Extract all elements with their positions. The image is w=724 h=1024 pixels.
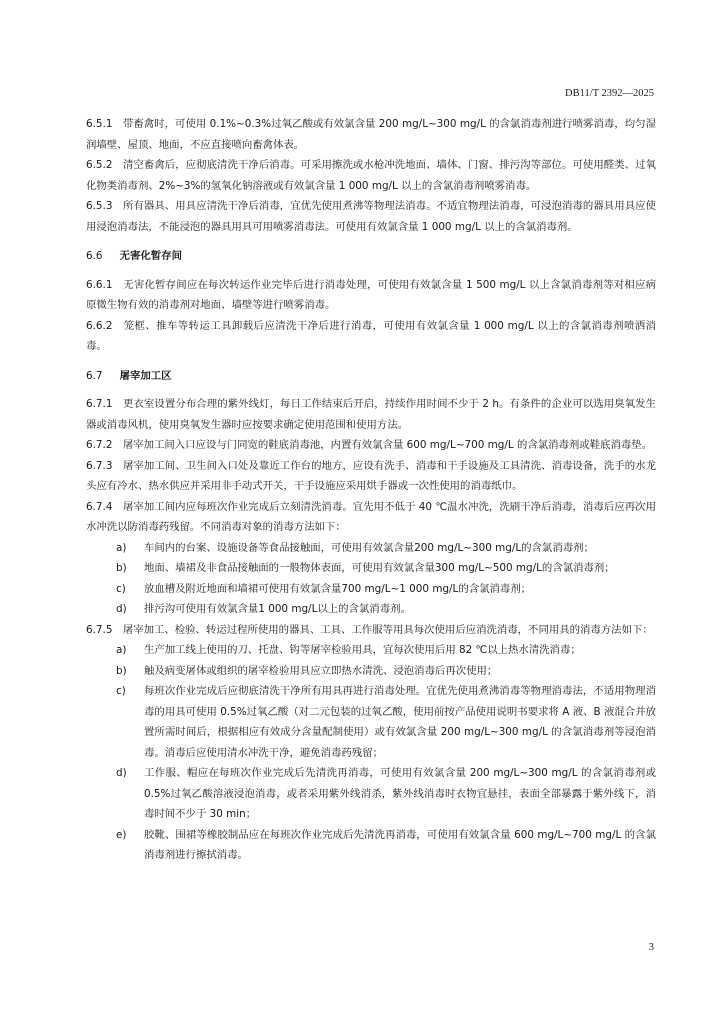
paragraph: 6.7.1 更衣室设置分布合理的紫外线灯，每日工作结束后开启，持续作用时间不少于 2 h。有条件的企业可以选用臭氧发生器或消毒风机，使用臭氧发生器时应按要求确定使用范围和使用方法。 [86,398,656,431]
section-title: 屠宰加工区 [119,369,172,382]
paragraph: 6.5.3 所有器具、用具应清洗干净后消毒，宜优先使用煮沸等物理法消毒。不适宜物理法消毒，可浸泡消毒的器具用具应使用浸泡消毒法，不能浸泡的器具用具可用喷雾消毒法。可使用有效氯含量 1 000 mg/L 以上的含氯消毒剂。 [86,200,656,233]
list-marker: a) [116,644,127,656]
list-marker: b) [116,562,127,574]
list-marker: e) [116,828,127,841]
list-item [114,763,656,825]
list-text: 工作服、帽应在每班次作业完成后先清洗再消毒，可使用有效氯含量 200 mg/L~300 mg/L 的含氯消毒剂或 0.5%过氧乙酸溶液浸泡消毒，或者采用紫外线消杀，紫外线消毒时衣物宜悬挂，表面全部暴露于紫外线下，消毒时间不少于 30 min； [144,767,656,820]
paragraph: 6.7.3 屠宰加工间、卫生间入口处及靠近工作台的地方，应设有洗手、消毒和干手设施及工具清洗、消毒设备，洗手的水龙头应有冷水、热水供应并采用非手动式开关，干手设施应采用烘手器或一次性使用的消毒纸巾。 [86,459,656,492]
list-item [114,538,656,559]
section-title: 无害化暂存间 [119,250,182,262]
standard-number: DB11/T 2392—2025 [565,88,654,99]
section-number: 6.6 [86,250,103,262]
list-item [114,599,656,620]
list-text: 地面、墙裙及非食品接触面的一般物体表面，可使用有效氯含量300 mg/L~500 mg/L的含氯消毒剂； [144,562,615,574]
list-text: 排污沟可使用有效氯含量1 000 mg/L以上的含氯消毒剂。 [144,603,411,615]
list-marker: c) [116,685,126,697]
list-6-7-4 [86,538,656,620]
list-marker: b) [116,664,127,677]
list-marker: d) [116,603,127,615]
page-number: 3 [648,942,654,953]
list-text: 胶靴、围裙等橡胶制品应在每班次作业完成后先清洗再消毒，可使用有效氯含量 600 mg/L~700 mg/L 的含氯消毒剂进行擦拭消毒。 [144,828,656,861]
section-number: 6.7 [86,369,103,382]
list-item [114,681,656,763]
list-text: 车间内的台案、设施设备等食品接触面，可使用有效氯含量200 mg/L~300 mg/L的含氯消毒剂； [144,541,594,554]
section-6-6-paragraphs [86,275,656,357]
paragraph: 6.7.4 屠宰加工间内应每班次作业完成后立刻清洗消毒。宜先用不低于 40 ℃温水冲洗，洗刷干净后消毒，消毒后应再次用水冲洗以防消毒药残留。不同消毒对象的消毒方法如下： [86,500,656,533]
list-item [114,558,656,579]
paragraph: 6.5.2 清空畜禽后，应彻底清洗干净后消毒。可采用擦洗或水枪冲洗地面、墙体、门窗、排污沟等部位。可使用醛类、过氧化物类消毒剂、2%~3%的氢氧化钠溶液或有效氯含量 1 000 mg/L 以上的含氯消毒剂喷雾消毒。 [86,159,656,192]
list-text: 每班次作业完成后应彻底清洗干净所有用具再进行消毒处理。宜优先使用煮沸消毒等物理消毒法，不适用物理消毒的用具可使用 0.5%过氧乙酸（对二元包装的过氧乙酸，使用前按产品使用说明书要求将 A 液、B 液混合并放置所需时间后，根据相应有效成分含量配制使用）或有效氯含量 200 mg/L~300 mg/L 的含氯消毒剂等浸泡消毒。消毒后应使用清水冲洗干净，避免消毒药残留； [144,685,656,759]
list-item [114,640,656,661]
document-body [86,114,656,866]
paragraph-6-7-5: 6.7.5 屠宰加工、检验、转运过程所使用的器具、工具、工作服等用具每次使用后应消洗消毒，不同用具的消毒方法如下： [86,623,653,636]
list-marker: d) [116,767,127,779]
list-marker: c) [116,582,126,595]
list-marker: a) [116,541,127,554]
list-text: 放血槽及附近地面和墙裙可使用有效氯含量700 mg/L~1 000 mg/L的含氯消毒剂； [144,582,532,595]
list-item [114,825,656,866]
paragraph: 6.5.1 带畜禽时，可使用 0.1%~0.3%过氧乙酸或有效氯含量 200 mg/L~300 mg/L 的含氯消毒剂进行喷雾消毒，均匀湿润墙壁、屋顶、地面，不应直接喷向畜禽体表。 [86,118,656,151]
list-item [114,579,656,600]
section-heading-6-7 [86,366,656,387]
list-text: 生产加工线上使用的刀、托盘、钩等屠宰检验用具，宜每次使用后用 82 ℃以上热水清洗消毒； [144,644,581,656]
paragraph: 6.7.2 屠宰加工间入口应设与门同宽的鞋底消毒池，内置有效氯含量 600 mg/L~700 mg/L 的含氯消毒剂或鞋底消毒垫。 [86,439,653,451]
list-6-7-5 [86,640,656,866]
section-heading-6-6 [86,246,656,267]
list-item [114,661,656,682]
section-6-7-paragraphs [86,394,656,538]
paragraph: 6.6.1 无害化暂存间应在每次转运作业完毕后进行消毒处理，可使用有效氯含量 1 500 mg/L 以上含氯消毒剂等对相应病原微生物有效的消毒剂对地面、墙壁等进行喷雾消毒。 [86,278,656,311]
paragraph: 6.6.2 笼框、推车等转运工具卸载后应清洗干净后进行消毒，可使用有效氯含量 1 000 mg/L 以上的含氯消毒剂喷洒消毒。 [86,319,656,352]
section-6-5-paragraphs [86,114,656,237]
list-text: 触及病变屠体或组织的屠宰检验用具应立即热水清洗、浸泡消毒后再次使用； [144,664,498,677]
